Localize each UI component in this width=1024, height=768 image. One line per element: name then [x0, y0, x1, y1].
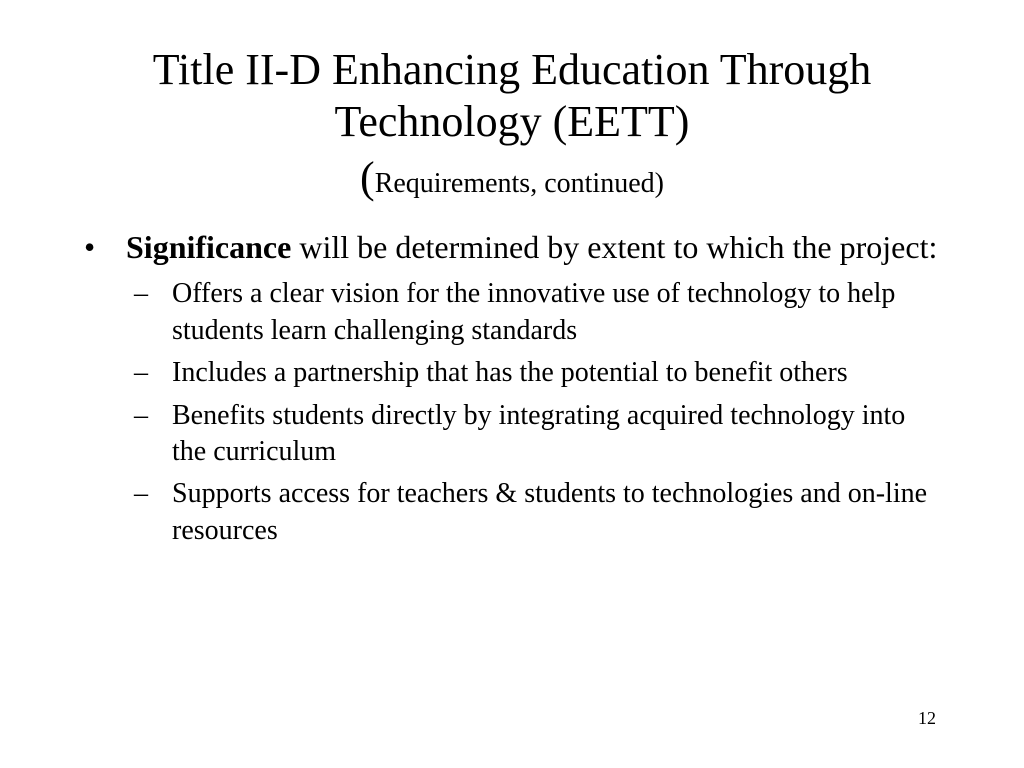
sub-bullet-text: Offers a clear vision for the innovative use of technology to help students learn challenging standards [172, 278, 896, 346]
dash-marker: – [134, 478, 148, 510]
title-line-1: Title II-D Enhancing Education Through [152, 45, 872, 94]
sub-bullet-list [84, 276, 944, 549]
sub-bullet-text: Benefits students directly by integrating acquired technology into the curriculum [172, 399, 906, 467]
main-bullet [84, 228, 944, 266]
subtitle-text: Requirements, continued) [374, 167, 664, 199]
subtitle-open-paren: ( [360, 152, 375, 202]
slide-title [60, 44, 964, 148]
title-block [60, 44, 964, 200]
slide-content [84, 228, 944, 555]
main-bullet-text: will be determined by extent to which the project: [291, 229, 938, 265]
sub-bullet-text: Includes a partnership that has the potential to benefit others [172, 357, 848, 389]
dash-marker: – [134, 278, 148, 310]
sub-bullet [84, 276, 944, 349]
sub-bullet [84, 398, 944, 471]
sub-bullet [84, 355, 944, 391]
bullet-marker: • [84, 229, 96, 265]
sub-bullet-text: Supports access for teachers & students to technologies and on-line resources [172, 478, 928, 546]
title-line-2: Technology (EETT) [334, 96, 690, 146]
slide-subtitle [60, 152, 964, 202]
dash-marker: – [134, 357, 148, 389]
main-bullet-bold: Significance [126, 229, 292, 265]
dash-marker: – [134, 399, 148, 431]
sub-bullet [84, 476, 944, 549]
slide-number: 12 [918, 708, 936, 728]
